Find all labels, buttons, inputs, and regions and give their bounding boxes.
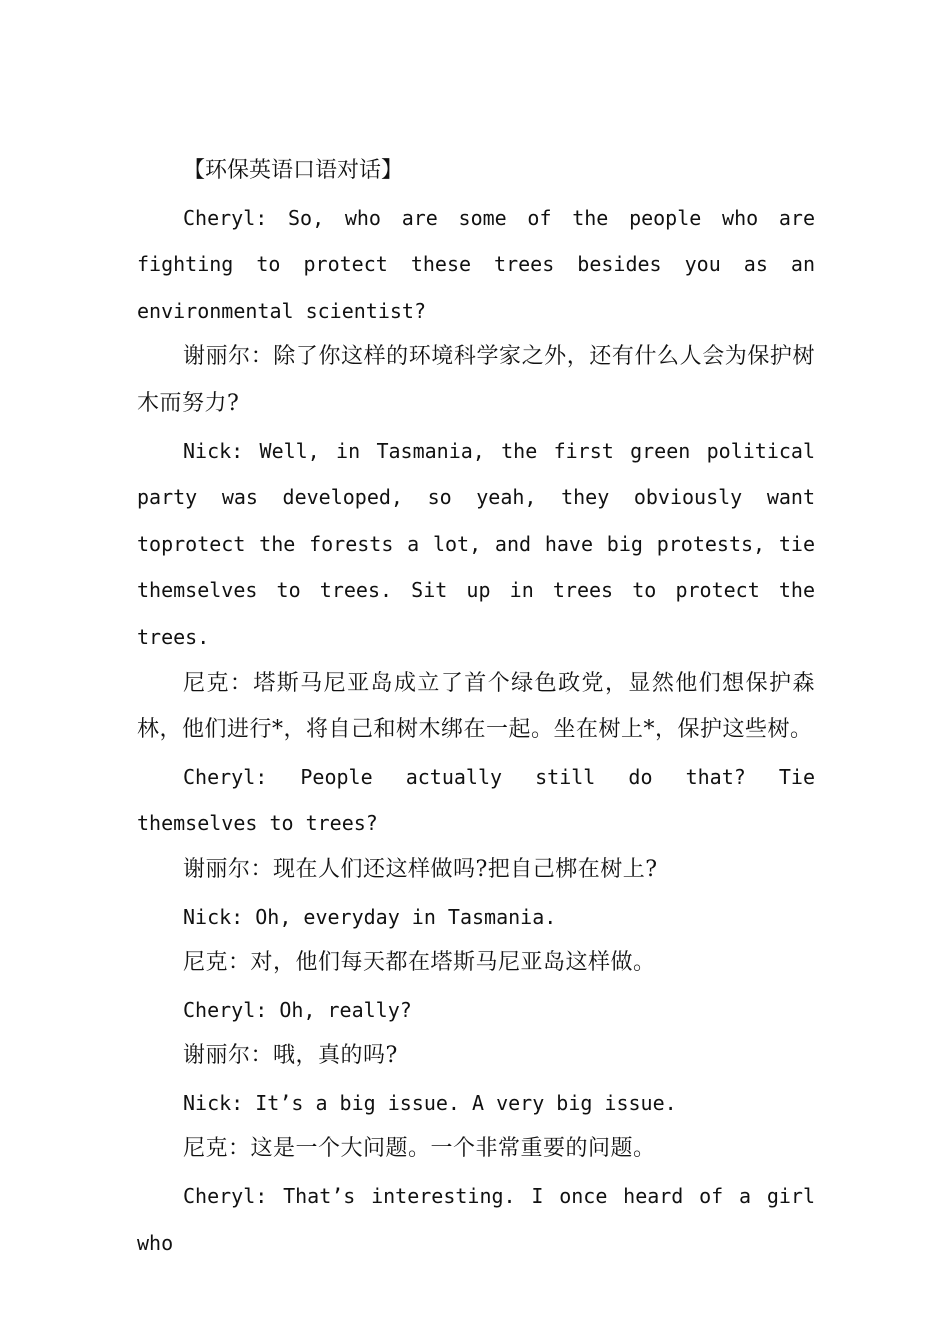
dialogue-line-en: Nick: It’s a big issue. A very big issue. <box>183 1090 677 1115</box>
dialogue-line-zh: 谢丽尔：现在人们还这样做吗?把自己梆在树上? <box>183 856 658 882</box>
dialogue-line-zh: 谢丽尔：哦，真的吗? <box>183 1043 398 1069</box>
document-title: 【环保英语口语对话】 <box>183 158 404 183</box>
dialogue-line-en: Nick: Well, in Tasmania, the first green political party was developed, so yeah, they obviously want toprotect the forests a lot, and have big protests, tie themselves to trees. Sit up in trees to protect the trees. <box>137 438 815 649</box>
dialogue-line-en: Cheryl: People actually still do that? Tie themselves to trees? <box>137 764 815 836</box>
dialogue-line-zh: 尼克：塔斯马尼亚岛成立了首个绿色政党，显然他们想保护森林，他们进行*，将自己和树木绑在一起。坐在树上*，保护这些树。 <box>137 670 815 743</box>
dialogue-line-en: Cheryl: That’s interesting. I once heard of a girl who <box>137 1184 815 1255</box>
dialogue-line-en: Cheryl: So, who are some of the people who are fighting to protect these trees besides you as an environmental scientist? <box>137 205 815 323</box>
dialogue-line-en: Nick: Oh, everyday in Tasmania. <box>183 904 557 929</box>
dialogue-line-zh: 谢丽尔：除了你这样的环境科学家之外，还有什么人会为保护树木而努力? <box>137 344 815 416</box>
dialogue-line-zh: 尼克：对，他们每天都在塔斯马尼亚岛这样做。 <box>183 950 656 976</box>
dialogue-line-en: Cheryl: Oh, really? <box>183 997 412 1022</box>
document-page <box>137 148 815 1266</box>
dialogue-line-zh: 尼克：这是一个大问题。一个非常重要的问题。 <box>183 1136 656 1162</box>
